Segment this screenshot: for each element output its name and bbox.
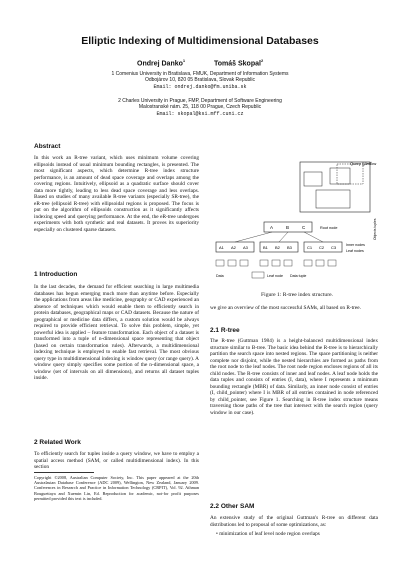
region-outline bbox=[300, 162, 370, 212]
right-intro: we give an overview of the most successful SAMs, all based on R-tree. bbox=[210, 305, 361, 311]
legend-leaf-node: Leaf node bbox=[267, 274, 283, 278]
other-sam-text: An extensive study of the original Guttman's R-tree on different data distributions led to proposal of some optimizations, as: • minimization of leaf level node region overlaps bbox=[210, 515, 378, 537]
region-c bbox=[316, 190, 350, 208]
legend-data: Data bbox=[216, 274, 224, 278]
entry-b3: B3 bbox=[287, 245, 292, 250]
root-entry-a: A bbox=[270, 225, 274, 230]
leaf-6 bbox=[284, 260, 292, 266]
rtree-figure bbox=[212, 160, 382, 282]
root-entry-b: B bbox=[286, 225, 290, 230]
rtree-diagram bbox=[212, 160, 382, 282]
leaf-row bbox=[216, 260, 336, 266]
region-b bbox=[330, 168, 350, 184]
entry-c3: C3 bbox=[331, 245, 337, 250]
figure-caption: Figure 1: R-tree index structure. bbox=[261, 292, 333, 298]
leaf-1 bbox=[216, 260, 224, 266]
inner-nodes-label: Inner nodes bbox=[346, 243, 365, 247]
entry-b1: B1 bbox=[263, 245, 268, 250]
entry-a1: A1 bbox=[219, 245, 224, 250]
abstract-text: In this work an R-tree variant, which uses minimum volume covering ellipsoids instead of usual minimum bounding rectangles, is presented. The most significant aspects, which determine R-tree index structure performance, is an amount of dead space coverage and overlaps among the covering regions. Intuitively, ellipsoid as a quadratic surface should cover data more tightly, leading to less dead space coverage and less overlaps. Based on studies of many available R-tree variants (especially SR-tree), the eR-tree (ellipsoid R-tree) with ellipsoidal regions is proposed. The focus is put on the algorithm of ellipsoids construction as it significantly affects indexing speed and querying performance. At the end, the eR-tree undergoes experiments with both synthetic and real datasets. It proves its superiority especially on clustered sparse datasets. bbox=[34, 155, 199, 233]
entry-a2: A2 bbox=[231, 245, 236, 250]
root-node-label: Root node bbox=[320, 226, 338, 230]
entry-a3: A3 bbox=[243, 245, 248, 250]
related-text: To efficiently search for tuples inside a query window, we have to employ a spatial access method (SAM, or called multidimensional index). In this section bbox=[34, 451, 199, 470]
leaf-5 bbox=[272, 260, 280, 266]
edge-root-c bbox=[304, 232, 323, 242]
footnote-rule bbox=[34, 472, 94, 473]
entry-c1: C1 bbox=[307, 245, 313, 250]
leaf-nodes-label: Leaf nodes bbox=[346, 249, 364, 253]
leaf-3 bbox=[240, 260, 248, 266]
other-sam-heading: 2.2 Other SAM bbox=[210, 503, 255, 510]
rtree-heading: 2.1 R-tree bbox=[210, 327, 240, 334]
copyright-footnote: Copyright ©2008, Australian Computer Society, Inc. This paper appeared at the 20th Australasian Database Conference (ADC 2009), Wellington, New Zealand, January 2009. Conferences in Research and Practice in Information Technology (CRPIT), Vol. 92. Athman Bouguettaya and Xuemin Lin, Ed. Reproduction for academic, not-for profit purposes permitted provided this text is included. bbox=[34, 475, 199, 501]
abstract-heading: Abstract bbox=[34, 143, 61, 150]
leaf-9 bbox=[328, 260, 336, 266]
edge-root-a bbox=[235, 232, 272, 242]
legend-data-tuple: Data tuple bbox=[290, 274, 307, 278]
author-1: Ondrej Danko$^1$ bbox=[137, 58, 186, 68]
leaf-4 bbox=[260, 260, 268, 266]
bullet-item: • minimization of leaf level node region overlaps bbox=[216, 531, 320, 537]
side-label: Objects tuples bbox=[373, 218, 377, 240]
leaf-7 bbox=[304, 260, 312, 266]
leaf-8 bbox=[316, 260, 324, 266]
intro-heading: 1 Introduction bbox=[34, 271, 78, 278]
author-2: Tomáš Skopal$^2$ bbox=[214, 58, 264, 68]
root-entry-c: C bbox=[302, 225, 306, 230]
entry-b2: B2 bbox=[275, 245, 280, 250]
legend-leaf-box bbox=[252, 272, 264, 278]
leaf-2 bbox=[228, 260, 236, 266]
affiliation-2: 2 Charles University in Prague, FMP, Department of Software Engineering Malostranské nám. 25, 118 00 Prague, Czech Republic Email: skopal@ksi.mff.cuni.cz bbox=[118, 98, 282, 117]
intro-text: In the last decades, the demand for efficient searching in large multimedia databases has begun emerging much more than anytime before. Especially the applications from areas like medicine, geography or CAD experienced an absence of techniques which would enable them to efficiently search in protein databases, geographical maps or CAD datasets. Because the nature of geographical or medicine data differs, a custom solution would be always required to provide efficient retrieval. To solve this problem, simple, yet powerful idea is applied – feature transformation. Each object of a dataset is transformed into a tuple of n-dimensional space representing that object (based on certain transformation rules). Afterwards, a multidimensional indexing technique is employed to enable fast retrieval. The most obvious query type in multidimensional indexing is window query (or range query). A window query simply specifies some portion of the n-dimensional space, a window (set of intervals on all dimensions), and returns all dataset tuples inside. bbox=[34, 284, 199, 381]
region-a bbox=[304, 172, 322, 186]
paper-title: Elliptic Indexing of Multidimensional Databases bbox=[81, 35, 319, 47]
query-window-label: Query Window bbox=[350, 161, 377, 166]
rtree-text: The R-tree (Guttman 1984) is a height-balanced multidimensional index structure similar to B-tree. The basic idea behind the R-tree is to hierarchically partition the search space into nested regions. The space partitioning is neither complete nor disjoint, while the nested hierarchies are formed as paths from the root node to the leaf nodes. The root node region encloses regions of all its child nodes. The R-tree consists of inner and leaf nodes. A leaf node holds the data tuples and consists of entries (I, data), where I represents a minimum bounding rectangle (MBR) of data. Similarly, an inner node consist of entries (I, child_pointer) where I is MBR of all entries contained in node referenced by child_pointer, see Figure 1. Searching in R-tree index structure means traversing those paths of the tree that intersect with the search region (query window in our case). bbox=[210, 338, 378, 416]
entry-c2: C2 bbox=[319, 245, 325, 250]
edge-root-b bbox=[279, 232, 288, 242]
related-heading: 2 Related Work bbox=[34, 439, 81, 446]
affiliation-1: 1 Comenius University in Bratislava, FMUK, Department of Information Systems Odbojárov 10, 820 05 Bratislava, Slovak Republic Email: ondrej.danko@fm.uniba.sk bbox=[111, 71, 289, 90]
